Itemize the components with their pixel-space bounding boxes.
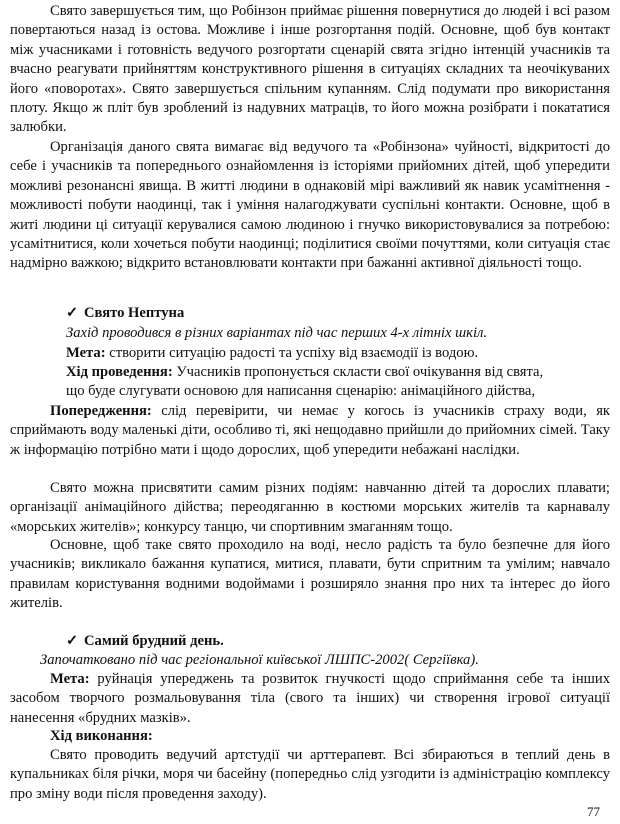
paragraph-dedication: Свято можна присвятити самим різних подіям: навчанню дітей та дорослих плавати; організації анімаційного дійства; переодяганню в костюми морських жителів та карнавалу «морських жителів»; конкурсу танцю, чи спортивним змаганням тощо. — [10, 480, 610, 535]
paragraph-main-idea: Основне, щоб таке свято проходило на воді, несло радість та було безпечне для його учасників; викликало бажання купатися, митися, плавати, бути спритним та умілим; навчало правилам користування водними водоймами і розширяло знання про них та інтерес до його жителів. — [10, 537, 610, 612]
checkmark-icon: ✓ — [66, 633, 79, 649]
course-heading — [50, 727, 153, 746]
checkmark-icon: ✓ — [66, 305, 79, 321]
section-heading-dirty-day — [66, 632, 224, 651]
goal-label: Мета: — [66, 345, 106, 361]
page-number: 77 — [587, 804, 600, 819]
goal-text: руйнація упереджень та розвиток гнучкості щодо сприймання себе та інших засобом творчого розмальовування тіла (свого та інших) чи створення ігрової ситуації нанесення «брудних мазків». — [10, 671, 610, 726]
warning-text: слід перевірити, чи немає у когось із учасників страху води, як сприймають воду маленькі діти, особливо ті, які нещодавно прийшли до прийомних сімей. Таку ж інформацію потрібно мати і щодо дорослих, щоб упередити небажані наслідки. — [10, 403, 610, 458]
paragraph-goal — [10, 670, 610, 728]
warning-label: Попередження: — [50, 403, 152, 419]
paragraph-robinson-ending: Свято завершується тим, що Робінзон приймає рішення повернутися до людей і всі разом повертаються назад із остова. Можливе і інше розгортання подій. Основне, щоб був контакт між учасниками і готовність ведучого розгортати сценарій свята згідно інтенцій учасників та вчасно реагувати прийняттям конструктивного рішення в ситуаціях складних та неочікуваних його «поворотах». Свято завершується спільним купанням. Слід подумати про використання плоту. Якщо ж пліт був зроблений із надувних матраців, то його можна розібрати і покататися залюбки. — [10, 3, 610, 136]
paragraph-procedure: Свято проводить ведучий артстудії чи арттерапевт. Всі збираються в теплий день в купальниках біля річки, моря чи басейну (попередньо слід узгодити із адміністрацію комплексу про зміну води після проведення заходу). — [10, 747, 610, 802]
course-text: Учасників пропонується скласти свої очікування від свята, — [172, 364, 544, 380]
section-title: Самий брудний день. — [84, 633, 224, 649]
paragraph-warning — [10, 402, 610, 460]
section-intro: Започатковано під час регіональної київської ЛШПС-2002( Сергіївка). — [40, 652, 479, 668]
section-intro: Захід проводився в різних варіантах під час перших 4-х літніх шкіл. — [66, 325, 488, 341]
course-line-2: що буде слугувати основою для написання сценарію: анімаційного дійства, — [66, 383, 536, 399]
goal-label: Мета: — [50, 671, 90, 687]
section-heading-neptune — [66, 304, 184, 323]
paragraph-organization: Організація даного свята вимагає від ведучого та «Робінзона» чуйності, відкритості до себе і учасників та попереднього ознайомлення із історіями прийомних дітей, щоб упередити можливі резонансні явища. В житті людини в однаковій мірі важливий як навик усамітнення - можливості побути наодинці, так і уміння налагоджувати суспільні контакти. Основне, щоб в житі людини ці ситуації керувалися самою людиною і гнучко використовувалися за потребою: усамітнитися, коли хочеться побути наодинці; поділитися своїми почуттями, коли ситуація стає надмірно важкою; відкрито встановлювати контакти при бажанні активної діяльності тощо. — [10, 139, 610, 272]
course-line — [66, 363, 543, 382]
course-label: Хід проведення: — [66, 364, 173, 380]
course-label: Хід виконання: — [50, 728, 153, 744]
goal-line — [66, 344, 478, 363]
goal-text: створити ситуацію радості та успіху від взаємодії із водою. — [105, 345, 479, 361]
section-title: Свято Нептуна — [84, 305, 185, 321]
